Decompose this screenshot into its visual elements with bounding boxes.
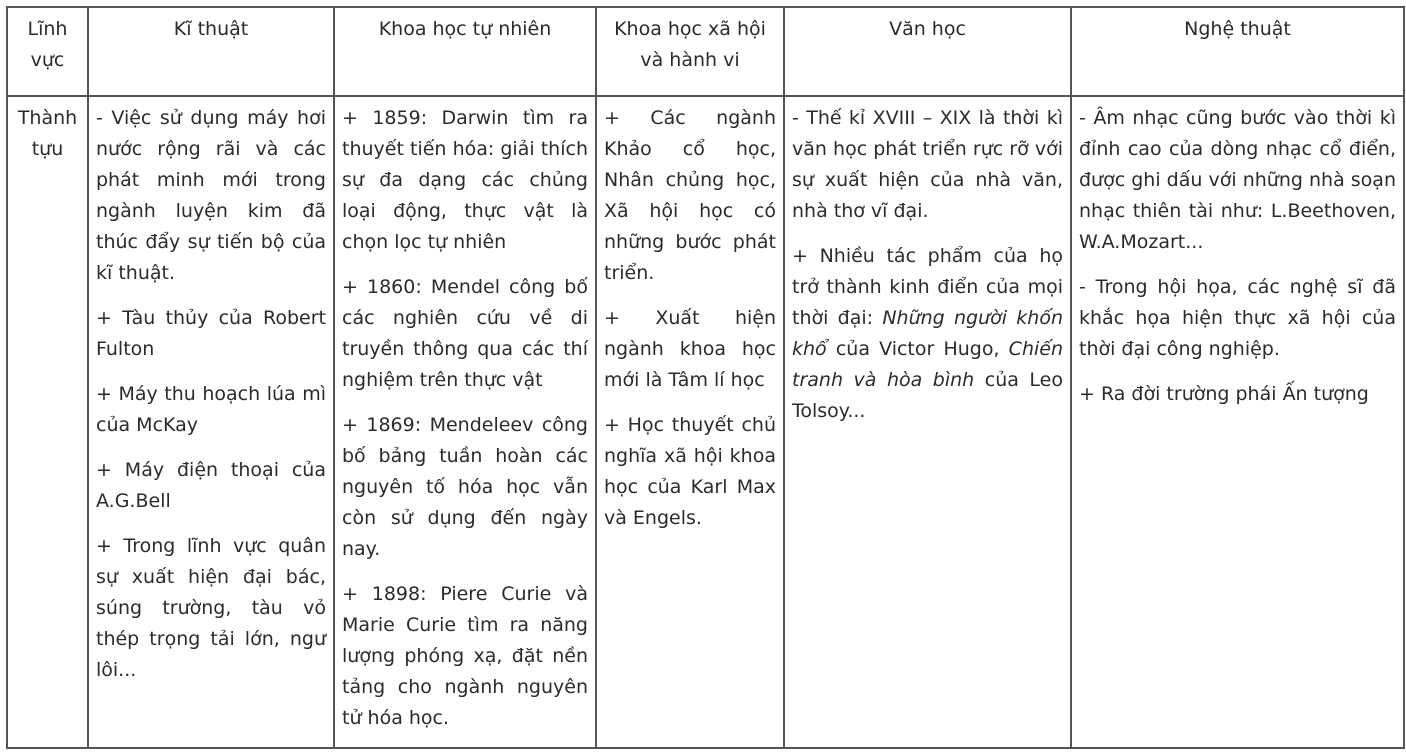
work-title: Những người khốn khổ bbox=[792, 307, 1063, 360]
cell-khoa-hoc-xa-hoi bbox=[596, 96, 784, 748]
text-run: của Leo Tolsoy... bbox=[792, 369, 1063, 422]
header-khoa-hoc-xa-hoi: Khoa học xã hội và hành vi bbox=[596, 7, 784, 96]
cell-paragraph: + Máy điện thoại của A.G.Bell bbox=[96, 459, 326, 512]
cell-paragraph: - Thế kỉ XVIII – XIX là thời kì văn học phát triển rực rỡ với sự xuất hiện của nhà văn, nhà thơ vĩ đại. bbox=[792, 107, 1063, 222]
cell-paragraph: - Âm nhạc cũng bước vào thời kì đỉnh cao của dòng nhạc cổ điển, được ghi dấu với những nhà soạn nhạc thiên tài như: L.Beethoven, W.A.Mozart... bbox=[1079, 107, 1396, 253]
cell-paragraph: + 1859: Darwin tìm ra thuyết tiến hóa: giải thích sự đa dạng các chủng loại động, thực vật là chọn lọc tự nhiên bbox=[342, 107, 588, 253]
achievements-row bbox=[7, 96, 1404, 748]
header-linh-vuc: Lĩnh vực bbox=[7, 7, 88, 96]
text-run: của Victor Hugo, bbox=[826, 338, 1009, 360]
cell-paragraph bbox=[792, 241, 1063, 427]
cell-van-hoc bbox=[784, 96, 1071, 748]
cell-paragraph: + Các ngành Khảo cổ học, Nhân chủng học, Xã hội học có những bước phát triển. bbox=[604, 107, 776, 284]
cell-paragraph: + Trong lĩnh vực quân sự xuất hiện đại bác, súng trường, tàu vỏ thép trọng tải lớn, ngư lôi... bbox=[96, 535, 326, 681]
cell-paragraph: + Ra đời trường phái Ấn tượng bbox=[1079, 383, 1369, 405]
cell-paragraph: - Trong hội họa, các nghệ sĩ đã khắc họa hiện thực xã hội của thời đại công nghiệp. bbox=[1079, 276, 1396, 360]
header-row bbox=[7, 7, 1404, 96]
text-run: + Nhiều tác phẩm của họ trở thành kinh điển của mọi thời đại: bbox=[792, 245, 1063, 329]
header-ki-thuat: Kĩ thuật bbox=[88, 7, 334, 96]
header-khoa-hoc-tu-nhien: Khoa học tự nhiên bbox=[334, 7, 596, 96]
cell-paragraph: + 1898: Piere Curie và Marie Curie tìm ra năng lượng phóng xạ, đặt nền tảng cho ngành nguyên tử hóa học. bbox=[342, 583, 588, 729]
cell-paragraph: + 1860: Mendel công bố các nghiên cứu về di truyền thông qua các thí nghiệm trên thực vật bbox=[342, 276, 588, 391]
cell-nghe-thuat bbox=[1071, 96, 1404, 748]
cell-paragraph: + Tàu thủy của Robert Fulton bbox=[96, 307, 326, 360]
cell-ki-thuat bbox=[88, 96, 334, 748]
cell-paragraph: + Học thuyết chủ nghĩa xã hội khoa học của Karl Max và Engels. bbox=[604, 414, 776, 529]
cell-paragraph: + 1869: Mendeleev công bố bảng tuần hoàn các nguyên tố hóa học vẫn còn sử dụng đến ngày nay. bbox=[342, 414, 588, 560]
cell-paragraph: + Xuất hiện ngành khoa học mới là Tâm lí học bbox=[604, 307, 776, 391]
cell-paragraph: + Máy thu hoạch lúa mì của McKay bbox=[96, 383, 326, 436]
cell-khoa-hoc-tu-nhien bbox=[334, 96, 596, 748]
header-van-hoc: Văn học bbox=[784, 7, 1071, 96]
row-label: Thành tựu bbox=[7, 96, 88, 748]
cell-paragraph: - Việc sử dụng máy hơi nước rộng rãi và các phát minh mới trong ngành luyện kim đã thúc đẩy sự tiến bộ của kĩ thuật. bbox=[96, 107, 326, 284]
achievements-table bbox=[6, 6, 1405, 749]
work-title: Chiến tranh và hòa bình bbox=[792, 338, 1063, 391]
header-nghe-thuat: Nghệ thuật bbox=[1071, 7, 1404, 96]
